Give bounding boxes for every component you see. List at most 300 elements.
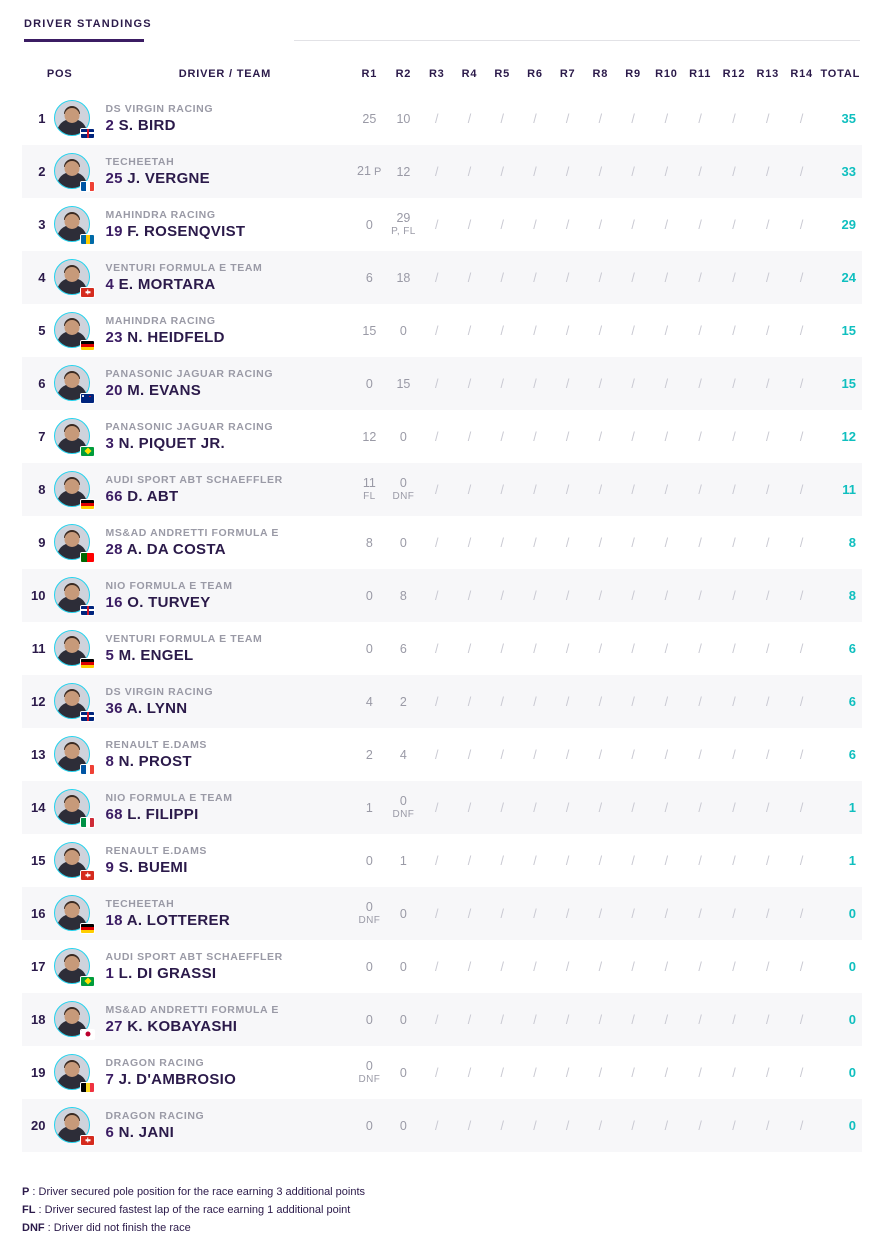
table-row[interactable]	[22, 781, 862, 834]
footnote-pole-key: P	[22, 1186, 30, 1198]
race-result-r2: 0	[399, 429, 407, 444]
race-result-r2: 4	[399, 747, 407, 762]
race-result-r11: /	[698, 111, 702, 126]
driver-flag	[81, 235, 94, 244]
race-result-r6: /	[533, 111, 537, 126]
race-result-r11: /	[698, 906, 702, 921]
avatar	[54, 524, 92, 562]
race-result-r6: /	[533, 694, 537, 709]
driver-name: 27 K. KOBAYASHI	[105, 1018, 238, 1035]
row-position: 4	[38, 270, 46, 285]
race-result-r11: /	[698, 323, 702, 338]
race-result-r4: /	[467, 217, 472, 232]
avatar	[54, 577, 92, 615]
column-header-r1: R1	[361, 68, 378, 80]
race-result-r3: /	[435, 853, 439, 868]
driver-name: 8 N. PROST	[105, 753, 192, 770]
race-result-r9: /	[631, 1118, 635, 1133]
race-result-r7: /	[565, 482, 570, 497]
avatar	[54, 471, 92, 509]
race-result-r7: /	[565, 429, 570, 444]
race-result-r5: /	[500, 270, 504, 285]
race-result-r9: /	[631, 1012, 635, 1027]
row-total-points: 15	[841, 376, 856, 391]
race-result-r5: /	[500, 800, 504, 815]
race-result-r13: /	[766, 1118, 770, 1133]
column-header-r6: R6	[527, 68, 543, 80]
race-result-r14: /	[799, 853, 804, 868]
table-row[interactable]	[22, 251, 862, 304]
driver-avatar-cell	[54, 1099, 97, 1152]
race-result-r7: /	[565, 959, 570, 974]
avatar	[54, 1001, 92, 1039]
race-result-r11: /	[698, 270, 702, 285]
row-position: 7	[38, 429, 46, 444]
row-total-points: 0	[848, 1012, 856, 1027]
race-result-r3: /	[435, 482, 439, 497]
team-name: NIO FORMULA E TEAM	[105, 580, 233, 592]
race-result-r14: /	[799, 588, 804, 603]
race-result-r11: /	[698, 1065, 702, 1080]
driver-name: 68 L. FILIPPI	[105, 806, 199, 823]
race-result-r14: /	[799, 959, 804, 974]
table-row[interactable]	[22, 1046, 862, 1099]
column-header-r7: R7	[559, 68, 576, 80]
table-row[interactable]	[22, 198, 862, 251]
race-result-r7: /	[565, 1118, 570, 1133]
race-result-r10: /	[664, 800, 669, 815]
race-result-r11: /	[698, 482, 702, 497]
driver-flag	[81, 606, 94, 615]
race-result-r1: 6	[365, 270, 373, 285]
driver-name: 16 O. TURVEY	[105, 594, 211, 611]
driver-name: 7 J. D'AMBROSIO	[105, 1071, 237, 1088]
avatar	[54, 683, 92, 721]
race-result-r13: /	[766, 800, 770, 815]
race-result-r14: /	[799, 1065, 804, 1080]
driver-avatar-cell	[54, 92, 97, 145]
driver-avatar-cell	[54, 781, 97, 834]
team-name: NIO FORMULA E TEAM	[105, 792, 233, 804]
driver-flag	[81, 871, 94, 880]
driver-flag	[81, 341, 94, 350]
driver-avatar-cell	[54, 993, 97, 1046]
team-name: RENAULT E.DAMS	[105, 739, 208, 751]
race-result-r4: /	[467, 111, 472, 126]
avatar	[54, 895, 92, 933]
race-result-r6: /	[533, 747, 537, 762]
race-result-r7: /	[565, 694, 570, 709]
race-result-r12: /	[732, 853, 736, 868]
driver-cell	[97, 781, 352, 834]
race-result-r13: /	[766, 853, 770, 868]
race-result-r11: /	[698, 641, 702, 656]
column-header-r5: R5	[494, 68, 511, 80]
table-row[interactable]	[22, 410, 862, 463]
avatar	[54, 153, 92, 191]
race-result-r10: /	[664, 376, 669, 391]
driver-flag	[81, 977, 94, 986]
race-result-r9: /	[631, 429, 635, 444]
race-result-r7: /	[565, 588, 570, 603]
race-result-r12: /	[732, 429, 736, 444]
table-row[interactable]	[22, 887, 862, 940]
race-result-r10: /	[664, 429, 669, 444]
driver-cell	[97, 145, 352, 198]
race-result-r12: /	[732, 217, 736, 232]
race-result-r8: /	[598, 270, 603, 285]
car-number: 20	[105, 382, 123, 399]
row-total-points: 0	[848, 959, 856, 974]
column-header-total: TOTAL	[820, 68, 861, 80]
race-result-r6: /	[533, 429, 537, 444]
race-result-r1: 0	[365, 959, 373, 974]
driver-cell	[97, 198, 352, 251]
race-result-r8: /	[598, 376, 603, 391]
team-name: PANASONIC JAGUAR RACING	[105, 368, 274, 380]
race-result-r13: /	[766, 959, 770, 974]
row-total-points: 6	[848, 641, 856, 656]
race-result-r6: /	[533, 959, 537, 974]
column-header-r13: R13	[756, 68, 780, 80]
driver-cell	[97, 675, 352, 728]
race-result-r5: /	[500, 1118, 504, 1133]
race-result-r8: /	[598, 959, 603, 974]
table-row[interactable]	[22, 145, 862, 198]
race-result-r13: /	[766, 111, 770, 126]
driver-name: 23 N. HEIDFELD	[105, 329, 225, 346]
driver-avatar-cell	[54, 834, 97, 887]
race-result-r12: /	[732, 1012, 736, 1027]
race-result-r7: /	[565, 641, 570, 656]
race-result-r9: /	[631, 959, 635, 974]
race-result-r11: /	[698, 959, 702, 974]
race-result-r4: /	[467, 535, 472, 550]
driver-name: 19 F. ROSENQVIST	[105, 223, 246, 240]
race-result-r7: /	[565, 217, 570, 232]
table-row[interactable]	[22, 1099, 862, 1152]
table-header-row	[22, 62, 862, 92]
race-result-r10: /	[664, 482, 669, 497]
column-header-r2: R2	[395, 68, 412, 80]
car-number: 18	[105, 912, 123, 929]
avatar	[54, 418, 92, 456]
race-result-r3: /	[435, 376, 439, 391]
driver-flag	[81, 1030, 94, 1039]
race-result-r3: /	[435, 1065, 439, 1080]
table-row[interactable]	[22, 516, 862, 569]
avatar	[54, 842, 92, 880]
row-position: 12	[30, 694, 46, 709]
driver-name: 2 S. BIRD	[105, 117, 176, 134]
driver-cell	[97, 993, 352, 1046]
race-result-r13: /	[766, 482, 770, 497]
avatar	[54, 1107, 92, 1145]
race-result-r13: /	[766, 1065, 770, 1080]
race-result-r1: 0 DNF	[358, 899, 381, 926]
driver-name: 6 N. JANI	[105, 1124, 175, 1141]
race-result-r11: /	[698, 164, 702, 179]
car-number: 7	[105, 1071, 115, 1088]
tab-bar	[24, 14, 860, 42]
race-result-r6: /	[533, 1065, 537, 1080]
race-result-r4: /	[467, 800, 472, 815]
row-position: 3	[38, 217, 46, 232]
race-result-r6: /	[533, 1012, 537, 1027]
race-result-r9: /	[631, 482, 635, 497]
race-result-r10: /	[664, 747, 669, 762]
race-result-r8: /	[598, 217, 603, 232]
table-row[interactable]	[22, 92, 862, 145]
race-result-r4: /	[467, 482, 472, 497]
avatar	[54, 312, 92, 350]
driver-avatar-cell	[54, 145, 97, 198]
row-position: 1	[38, 111, 46, 126]
row-position: 8	[38, 482, 46, 497]
race-result-r4: /	[467, 164, 472, 179]
race-result-r1: 0	[365, 641, 373, 656]
race-result-r2: 15	[396, 376, 411, 391]
driver-name: 1 L. DI GRASSI	[105, 965, 217, 982]
table-body	[22, 92, 862, 1152]
row-position: 17	[30, 959, 46, 974]
driver-avatar-cell	[54, 516, 97, 569]
table-row[interactable]	[22, 622, 862, 675]
driver-flag	[81, 553, 94, 562]
race-result-r13: /	[766, 906, 770, 921]
table-row[interactable]	[22, 304, 862, 357]
row-position: 15	[30, 853, 46, 868]
race-result-r8: /	[598, 1012, 603, 1027]
race-result-r4: /	[467, 747, 472, 762]
race-result-r1: 2	[365, 747, 373, 762]
driver-cell	[97, 834, 352, 887]
row-total-points: 35	[841, 111, 856, 126]
race-result-r7: /	[565, 111, 570, 126]
driver-flag	[81, 765, 94, 774]
race-result-r2: 10	[396, 111, 411, 126]
car-number: 66	[105, 488, 123, 505]
race-result-r13: /	[766, 588, 770, 603]
race-result-r6: /	[533, 217, 537, 232]
row-total-points: 1	[848, 853, 856, 868]
driver-cell	[97, 1099, 352, 1152]
race-result-r9: /	[631, 376, 635, 391]
driver-flag	[81, 447, 94, 456]
driver-name: 28 A. DA COSTA	[105, 541, 226, 558]
race-result-r5: /	[500, 217, 504, 232]
race-result-r12: /	[732, 1118, 736, 1133]
column-header-r4: R4	[461, 68, 478, 80]
race-result-r12: /	[732, 376, 736, 391]
driver-name: 9 S. BUEMI	[105, 859, 188, 876]
race-result-r3: /	[435, 1118, 439, 1133]
race-result-r13: /	[766, 694, 770, 709]
race-result-r11: /	[698, 800, 702, 815]
car-number: 23	[105, 329, 123, 346]
race-result-r5: /	[500, 376, 504, 391]
team-name: MAHINDRA RACING	[105, 209, 216, 221]
team-name: AUDI SPORT ABT SCHAEFFLER	[105, 474, 283, 486]
driver-cell	[97, 463, 352, 516]
race-result-r5: /	[500, 535, 504, 550]
race-result-r10: /	[664, 959, 669, 974]
driver-cell	[97, 940, 352, 993]
footnote-dnf	[22, 1219, 365, 1237]
race-result-r5: /	[500, 641, 504, 656]
race-result-r1: 25	[362, 111, 377, 126]
row-position: 5	[38, 323, 46, 338]
avatar	[54, 365, 92, 403]
team-name: DRAGON RACING	[105, 1057, 205, 1069]
race-result-r10: /	[664, 641, 669, 656]
driver-cell	[97, 569, 352, 622]
race-result-r2: 18	[396, 270, 411, 285]
race-result-r4: /	[467, 270, 472, 285]
race-result-r6: /	[533, 800, 537, 815]
column-header-r11: R11	[689, 68, 712, 80]
driver-avatar-cell	[54, 622, 97, 675]
race-result-r7: /	[565, 535, 570, 550]
race-result-r10: /	[664, 588, 669, 603]
table-row[interactable]	[22, 728, 862, 781]
column-header-r14: R14	[790, 68, 813, 80]
race-result-r8: /	[598, 482, 603, 497]
tab-driver-standings[interactable]: DRIVER STANDINGS	[24, 18, 152, 30]
race-result-r9: /	[631, 800, 635, 815]
team-name: TECHEETAH	[105, 898, 175, 910]
race-result-r1: 4	[365, 694, 373, 709]
race-result-r10: /	[664, 1012, 669, 1027]
race-result-r3: /	[435, 641, 439, 656]
race-result-r4: /	[467, 376, 472, 391]
table-row[interactable]	[22, 463, 862, 516]
race-result-r10: /	[664, 217, 669, 232]
race-result-r9: /	[631, 111, 635, 126]
car-number: 6	[105, 1124, 115, 1141]
driver-avatar-cell	[54, 569, 97, 622]
row-total-points: 12	[841, 429, 856, 444]
table-row[interactable]	[22, 993, 862, 1046]
table-row[interactable]	[22, 675, 862, 728]
row-total-points: 8	[848, 535, 856, 550]
row-total-points: 6	[848, 694, 856, 709]
column-header-r9: R9	[625, 68, 641, 80]
driver-avatar-cell	[54, 675, 97, 728]
column-header-r8: R8	[592, 68, 609, 80]
table-row[interactable]	[22, 569, 862, 622]
race-result-r11: /	[698, 1012, 702, 1027]
race-result-r10: /	[664, 270, 669, 285]
avatar	[54, 206, 92, 244]
car-number: 8	[105, 753, 115, 770]
race-result-r14: /	[799, 482, 804, 497]
driver-avatar-cell	[54, 887, 97, 940]
race-result-r3: /	[435, 217, 439, 232]
footnote-pole-text: : Driver secured pole position for the race earning 3 additional points	[29, 1186, 366, 1198]
driver-name: 66 D. ABT	[105, 488, 179, 505]
row-position: 13	[30, 747, 46, 762]
team-name: VENTURI FORMULA E TEAM	[105, 633, 263, 645]
race-result-r8: /	[598, 429, 603, 444]
race-result-r6: /	[533, 164, 537, 179]
driver-name: 25 J. VERGNE	[105, 170, 210, 187]
table-row[interactable]	[22, 940, 862, 993]
race-result-r6: /	[533, 270, 537, 285]
race-result-r1: 8	[365, 535, 373, 550]
driver-name: 18 A. LOTTERER	[105, 912, 230, 929]
race-result-r14: /	[799, 1012, 804, 1027]
race-result-r3: /	[435, 429, 439, 444]
race-result-r13: /	[766, 164, 770, 179]
race-result-r11: /	[698, 217, 702, 232]
race-result-r1: 0	[365, 588, 373, 603]
team-name: DS VIRGIN RACING	[105, 686, 214, 698]
race-result-r14: /	[799, 270, 804, 285]
driver-cell	[97, 622, 352, 675]
footnote-fastest-lap-text: : Driver secured fastest lap of the race earning 1 additional point	[35, 1204, 351, 1216]
car-number: 9	[105, 859, 115, 876]
race-result-r5: /	[500, 906, 504, 921]
race-result-r6: /	[533, 482, 537, 497]
race-result-r13: /	[766, 429, 770, 444]
driver-cell	[97, 516, 352, 569]
race-result-r4: /	[467, 1118, 472, 1133]
race-result-r10: /	[664, 906, 669, 921]
race-result-r9: /	[631, 323, 635, 338]
driver-cell	[97, 887, 352, 940]
car-number: 28	[105, 541, 123, 558]
race-result-r5: /	[500, 747, 504, 762]
row-position: 18	[30, 1012, 46, 1027]
race-result-r6: /	[533, 853, 537, 868]
race-result-r10: /	[664, 853, 669, 868]
driver-cell	[97, 1046, 352, 1099]
row-position: 20	[30, 1118, 46, 1133]
race-result-r2: 12	[396, 164, 411, 179]
row-total-points: 11	[842, 482, 856, 497]
race-result-r2: 29 P, FL	[391, 210, 416, 237]
tab-active-underline	[24, 39, 144, 42]
race-result-r3: /	[435, 747, 439, 762]
driver-flag	[81, 659, 94, 668]
table-row[interactable]	[22, 834, 862, 887]
race-result-r13: /	[766, 535, 770, 550]
race-result-r11: /	[698, 376, 702, 391]
driver-flag	[81, 129, 94, 138]
row-position: 6	[38, 376, 46, 391]
race-result-r8: /	[598, 588, 603, 603]
row-total-points: 0	[848, 1065, 856, 1080]
row-position: 10	[30, 588, 46, 603]
race-result-r2: 0	[399, 1065, 407, 1080]
row-total-points: 6	[848, 747, 856, 762]
race-result-r14: /	[799, 694, 804, 709]
team-name: TECHEETAH	[105, 156, 175, 168]
race-result-r4: /	[467, 694, 472, 709]
race-result-r8: /	[598, 747, 603, 762]
table-row[interactable]	[22, 357, 862, 410]
race-result-r1: 0	[365, 853, 373, 868]
avatar	[54, 789, 92, 827]
row-total-points: 1	[848, 800, 856, 815]
race-result-r8: /	[598, 323, 603, 338]
avatar	[54, 736, 92, 774]
race-result-r11: /	[698, 1118, 702, 1133]
race-result-r10: /	[664, 111, 669, 126]
race-result-r8: /	[598, 853, 603, 868]
race-result-r3: /	[435, 323, 439, 338]
